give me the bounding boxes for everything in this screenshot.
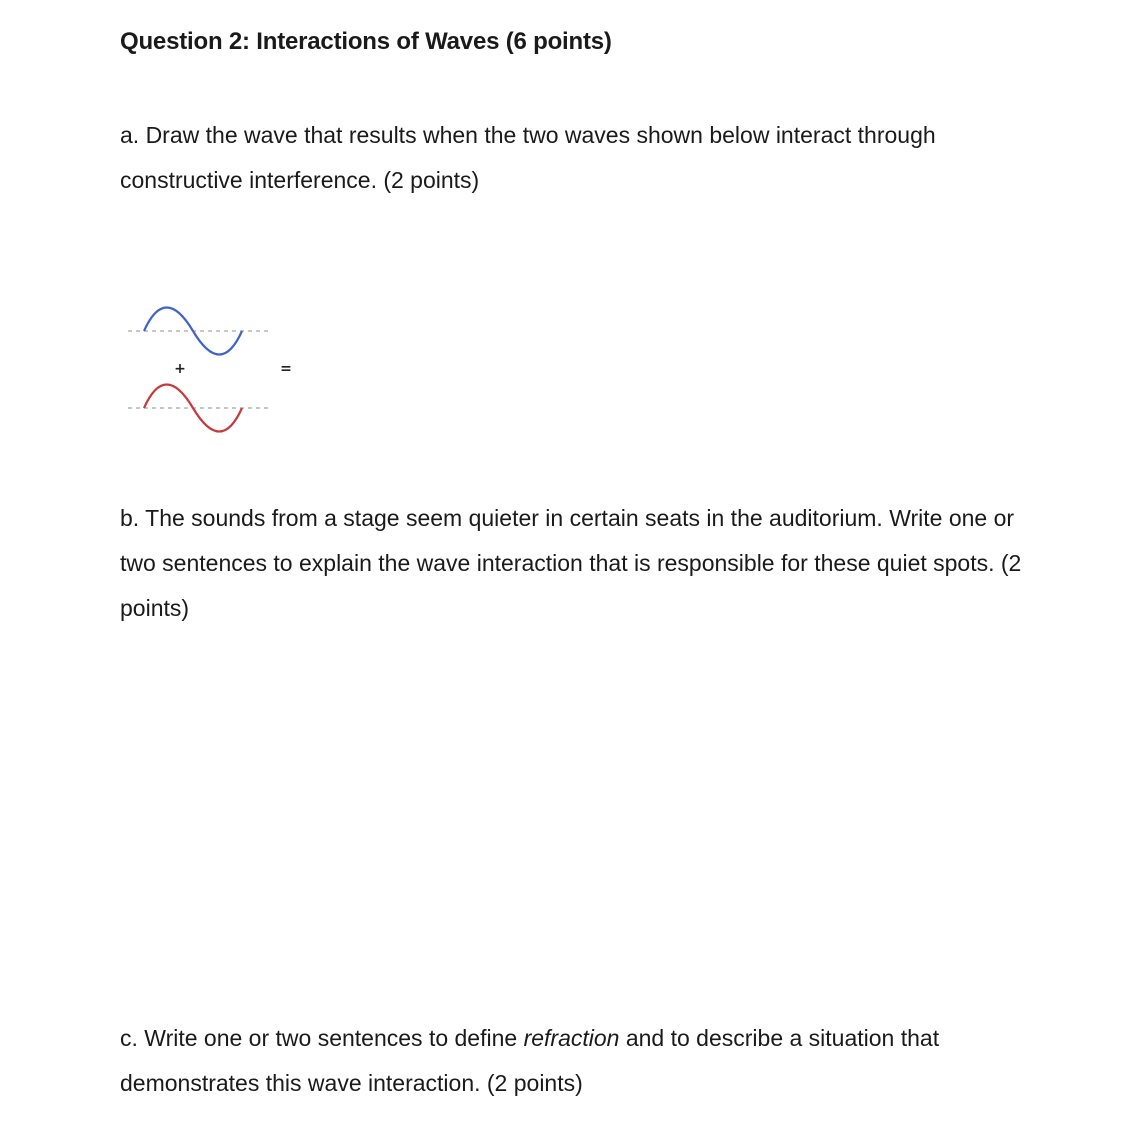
plus-sign: + <box>174 361 186 377</box>
wave-diagram <box>118 290 292 450</box>
refraction-term: refraction <box>523 1025 620 1051</box>
part-c-text-before: c. Write one or two sentences to define <box>120 1025 524 1051</box>
part-c-prompt <box>120 1016 1050 1106</box>
wave-interference-figure <box>118 290 292 450</box>
question-title: Question 2: Interactions of Waves (6 points) <box>120 28 612 55</box>
part-c-text-after: and to describe a situation that demonstrates this wave interaction. (2 points) <box>120 1025 940 1096</box>
part-b-prompt: b. The sounds from a stage seem quieter in certain seats in the auditorium. Write one or two sentences to explain the wave interaction that is responsible for these quiet spots. (2 points) <box>120 505 1022 621</box>
part-a-prompt: a. Draw the wave that results when the two waves shown below interact through constructive interference. (2 points) <box>120 122 936 193</box>
equals-sign: = <box>280 361 292 377</box>
